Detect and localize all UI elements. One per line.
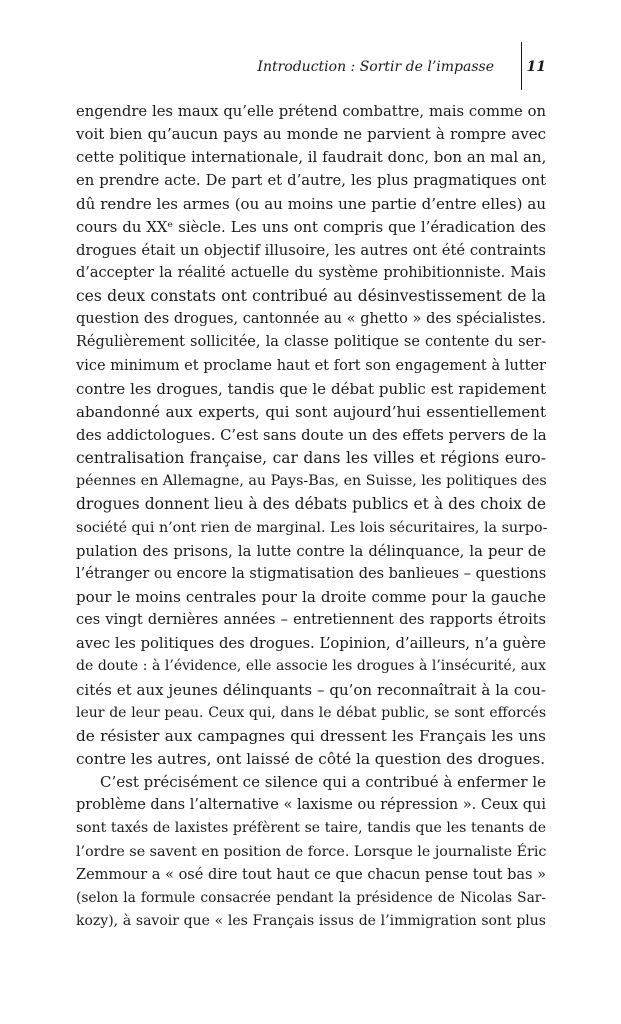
text-line: en prendre acte. De part et d’autre, les plus pragmatiques ont [76,172,546,190]
text-line: avec les politiques des drogues. L’opinion, d’ailleurs, n’a guère [76,635,546,653]
text-line: drogues donnent lieu à des débats publics et à des choix de [76,495,546,514]
text-line: pour le moins centrales pour la droite comme pour la gauche [76,587,546,606]
text-line: de doute : à l’évidence, elle associe les drogues à l’insécurité, aux [76,658,546,675]
text-line: société qui n’ont rien de marginal. Les lois sécuritaires, la surpo- [76,519,548,536]
text-line: question des drogues, cantonnée au « ghetto » des spécialistes. [76,311,546,328]
text-line: cités et aux jeunes délinquants – qu’on reconnaîtrait à la cou- [76,680,546,699]
text-line: (selon la formule consacrée pendant la présidence de Nicolas Sar- [76,889,546,906]
header-divider [521,42,522,90]
text-line: kozy), à savoir que « les Français issus de l’immigration sont plus [76,912,546,929]
text-line: leur de leur peau. Ceux qui, dans le débat public, se sont efforcés [76,704,546,721]
text-line: Zemmour a « osé dire tout haut ce que chacun pense tout bas » [76,866,546,883]
page-number: 11 [526,59,546,75]
text-line: l’étranger ou encore la stigmatisation des banlieues – questions [76,565,547,582]
running-head [76,56,546,78]
paragraph-end-line: contre les autres, ont laissé de côté la question des drogues. [76,749,546,768]
text-line: cours du XXᵉ siècle. Les uns ont compris que l’éradication des [76,218,546,236]
text-line: pulation des prisons, la lutte contre la délinquance, la peur de [76,542,546,560]
text-line: contre les drogues, tandis que le débat public est rapidement [76,379,546,398]
body-text [76,100,546,933]
text-line: ces vingt dernières années – entretiennent des rapports étroits [76,612,546,629]
running-title: Introduction : Sortir de l’impasse [257,59,494,75]
text-line: ces deux constats ont contribué au désinvestissement de la [76,287,546,306]
text-line: péennes en Allemagne, au Pays-Bas, en Suisse, les politiques des [76,473,547,490]
text-line: de résister aux campagnes qui dressent les Français les uns [76,726,546,745]
text-line: voit bien qu’aucun pays au monde ne parvient à rompre avec [76,125,546,144]
text-line: dû rendre les armes (ou au moins une partie d’entre elles) au [76,194,546,213]
text-line: cette politique internationale, il faudrait donc, bon an mal an, [76,148,547,167]
text-line: abandonné aux experts, qui sont aujourd’hui essentiellement [76,402,546,421]
text-line: Régulièrement sollicitée, la classe politique se contente du ser- [76,334,546,351]
text-line: engendre les maux qu’elle prétend combattre, mais comme on [76,103,546,120]
text-line: l’ordre se savent en position de force. Lorsque le journaliste Éric [76,843,547,860]
text-line: vice minimum et proclame haut et fort son engagement à lutter [76,357,546,374]
paragraph-start-line: C’est précisément ce silence qui a contribué à enfermer le [100,773,546,792]
text-line: sont taxés de laxistes préfèrent se taire, tandis que les tenants de [76,820,546,837]
text-line: problème dans l’alternative « laxisme ou répression ». Ceux qui [76,797,546,814]
text-line: des addictologues. C’est sans doute un des effets pervers de la [76,426,547,444]
text-line: centralisation française, car dans les villes et régions euro- [76,449,546,468]
text-line: drogues était un objectif illusoire, les autres ont été contraints [76,241,546,259]
text-line: d’accepter la réalité actuelle du système prohibitionniste. Mais [76,264,546,281]
